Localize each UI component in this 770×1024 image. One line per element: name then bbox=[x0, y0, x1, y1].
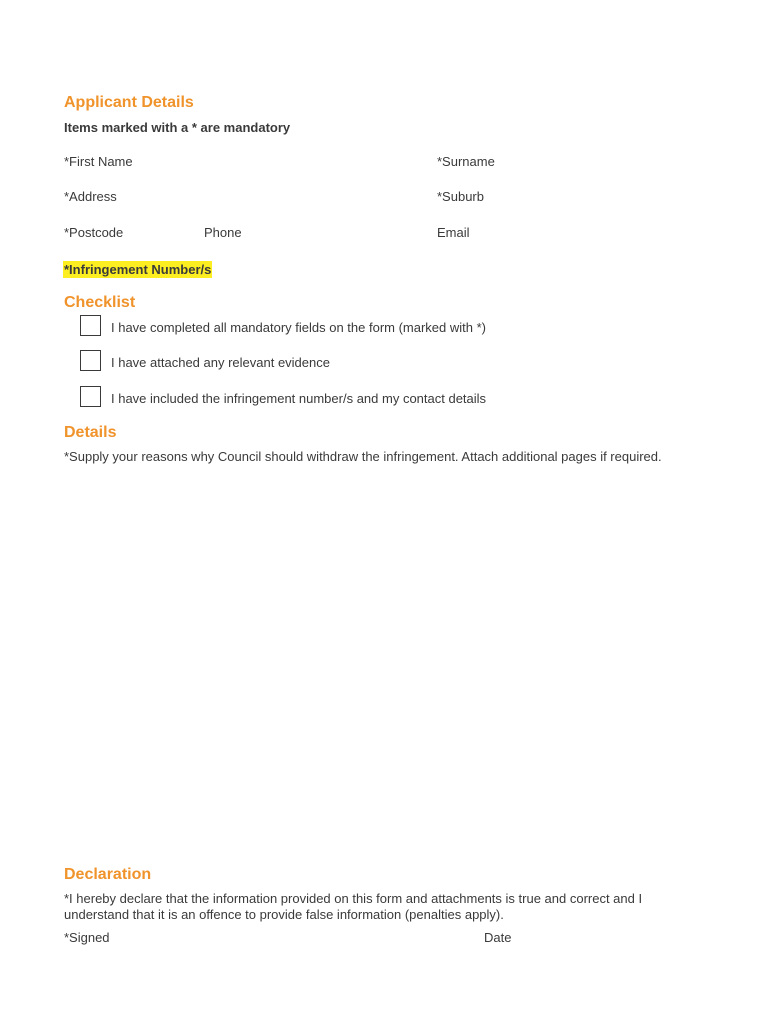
checklist-heading: Checklist bbox=[64, 294, 136, 311]
declaration-text: *I hereby declare that the information provided on this form and attachments is true and correct and I understand that it is an offence to provide false information (penalties apply). bbox=[64, 891, 643, 922]
details-heading: Details bbox=[64, 424, 117, 441]
checklist-checkbox-mandatory-fields[interactable] bbox=[80, 315, 101, 336]
surname-field[interactable]: *Surname bbox=[437, 154, 495, 169]
checklist-checkbox-evidence[interactable] bbox=[80, 350, 101, 371]
checklist-label-contact-details: I have included the infringement number/s and my contact details bbox=[111, 391, 487, 406]
suburb-field[interactable]: *Suburb bbox=[437, 189, 484, 204]
signed-field[interactable]: *Signed bbox=[64, 930, 110, 945]
first-name-field[interactable]: *First Name bbox=[64, 154, 133, 169]
email-field[interactable]: Email bbox=[437, 225, 470, 240]
address-field[interactable]: *Address bbox=[64, 189, 117, 204]
declaration-heading: Declaration bbox=[64, 866, 152, 883]
date-field[interactable]: Date bbox=[484, 930, 512, 945]
infringement-number-field[interactable]: *Infringement Number/s bbox=[64, 262, 212, 277]
details-instruction: *Supply your reasons why Council should withdraw the infringement. Attach additional pages if required. bbox=[64, 449, 662, 464]
checklist-label-evidence: I have attached any relevant evidence bbox=[111, 355, 330, 370]
checklist-label-mandatory-fields: I have completed all mandatory fields on the form (marked with *) bbox=[111, 320, 487, 335]
phone-field[interactable]: Phone bbox=[204, 225, 242, 240]
checklist-checkbox-contact-details[interactable] bbox=[80, 386, 101, 407]
postcode-field[interactable]: *Postcode bbox=[64, 225, 124, 240]
details-text-area[interactable] bbox=[64, 485, 706, 845]
mandatory-note: Items marked with a * are mandatory bbox=[64, 120, 291, 135]
applicant-details-heading: Applicant Details bbox=[64, 94, 194, 111]
